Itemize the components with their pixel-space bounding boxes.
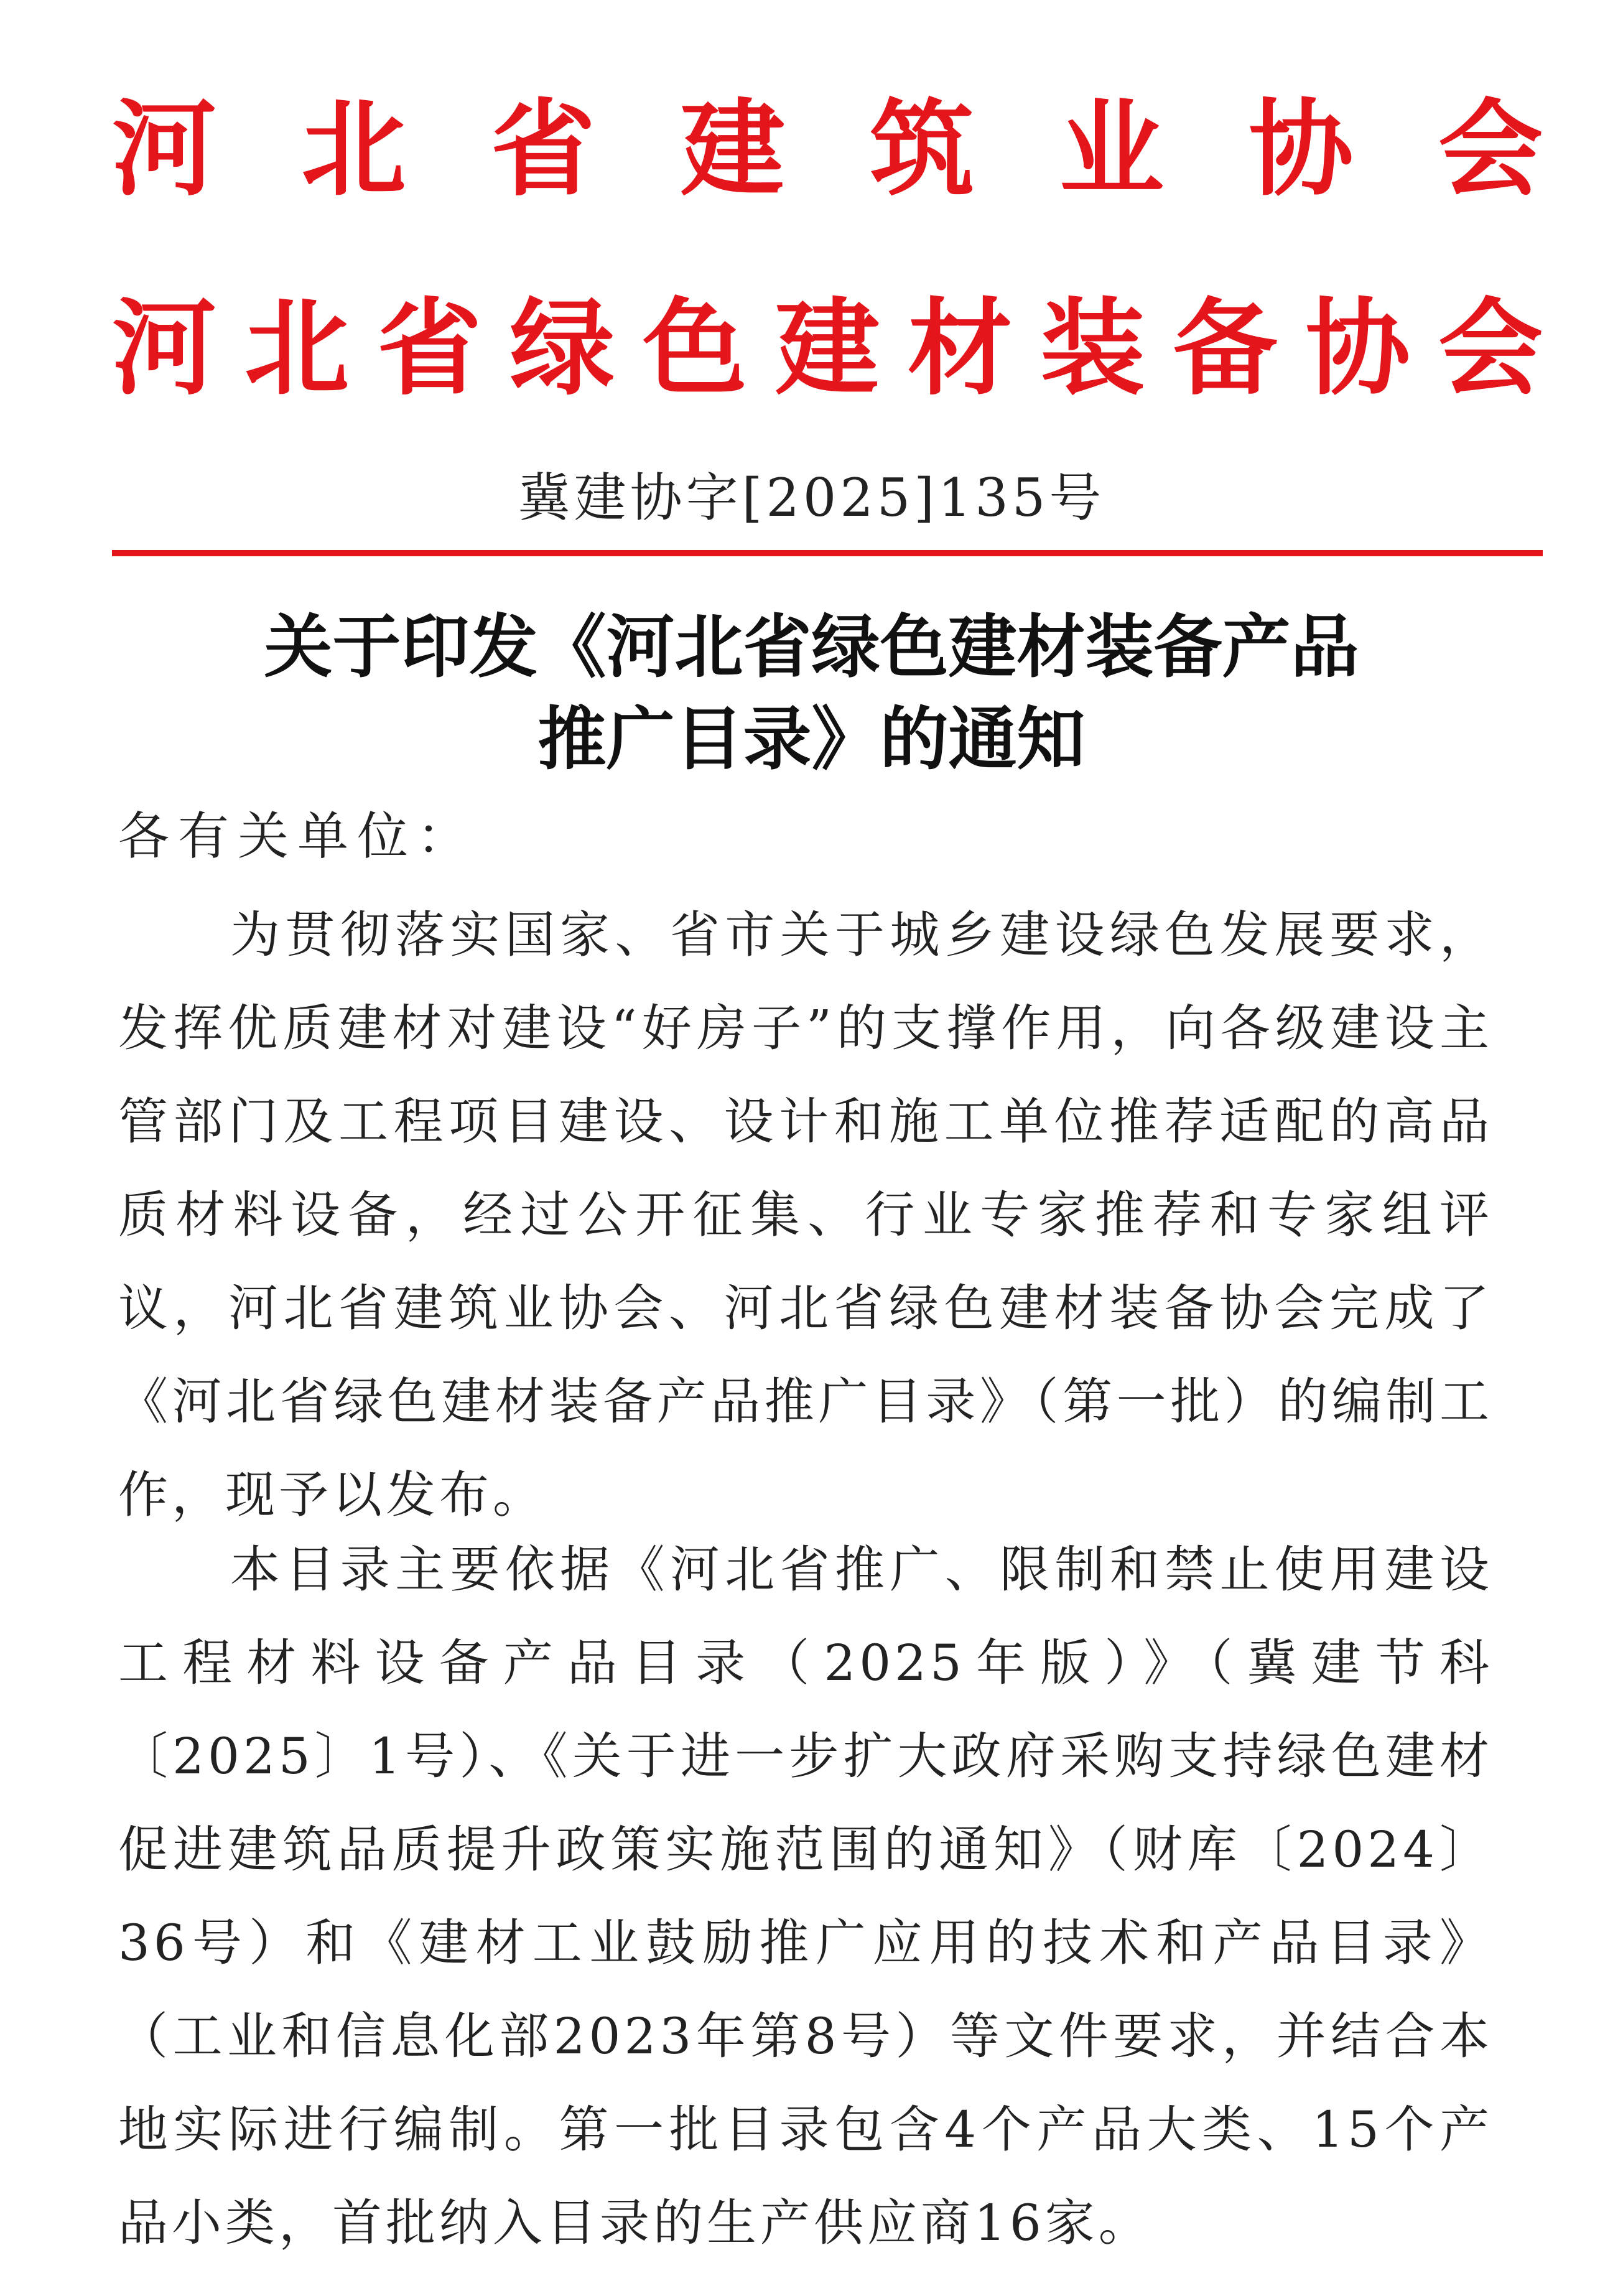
- salutation: 各有关单位：: [118, 807, 477, 866]
- issuer-name-1: 河北省建筑业协会: [112, 88, 1543, 210]
- notice-title-line-1: 关于印发《河北省绿色建材装备产品: [264, 607, 1359, 687]
- issuer-name-2: 河北省绿色建材装备协会: [112, 287, 1543, 409]
- document-number: 冀建协字[2025]135号: [518, 467, 1105, 528]
- notice-title-line-2: 推广目录》的通知: [537, 699, 1086, 779]
- body-paragraph-1: 为贯彻落实国家、省市关于城乡建设绿色发展要求，发挥优质建材对建设“好房子”的支撑作用，向各级建设主管部门及工程项目建设、设计和施工单位推荐适配的高品质材料设备，经过公开征集、行业专家推荐和专家组评议，河北省建筑业协会、河北省绿色建材装备协会完成了《河北省绿色建材装备产品推广目录》（第一批）的编制工作，现予以发布。: [118, 906, 1493, 1524]
- red-divider-line: [112, 550, 1543, 556]
- body-paragraph-2: 本目录主要依据《河北省推广、限制和禁止使用建设工程材料设备产品目录（2025年版）》（冀建节科〔2025〕1号）、《关于进一步扩大政府采购支持绿色建材促进建筑品质提升政策实施范围的通知》（财库〔2024〕36号）和《建材工业鼓励推广应用的技术和产品目录》（工业和信息化部2023年第8号）等文件要求，并结合本地实际进行编制。第一批目录包含4个产品大类、15个产品小类，首批纳入目录的生产供应商16家。: [118, 1541, 1493, 2252]
